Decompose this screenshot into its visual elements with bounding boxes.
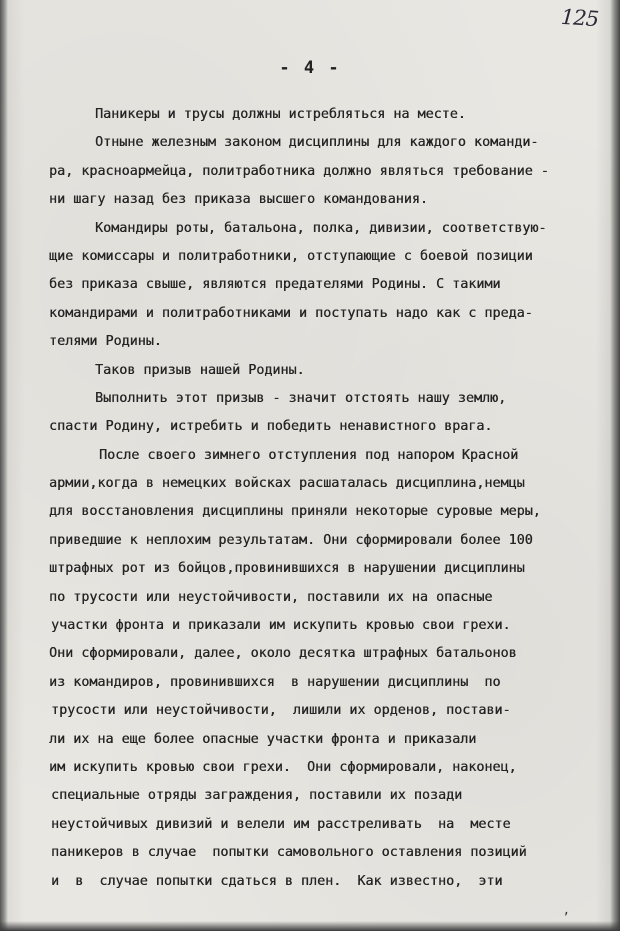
margin-mark: ,	[562, 903, 570, 917]
text-line: штрафных рот из бойцов,провинившихся в нарушении дисциплины	[49, 561, 525, 577]
text-line: ли их на еще более опасные участки фронта и приказали	[49, 731, 477, 747]
text-line: участки фронта и приказали им искупить кровью свои грехи.	[51, 618, 511, 634]
text-line: Командиры роты, батальона, полка, дивизии, соответствую-	[95, 220, 547, 236]
scan-edge-bottom	[0, 921, 620, 931]
text-line: приведшие к неплохим результатам. Они сформировали более 100	[49, 532, 533, 548]
text-line: Отныне железным законом дисциплины для каждого команди-	[95, 135, 539, 151]
typed-text-body	[0, 101, 620, 896]
text-line: ни шагу назад без приказа высшего командования.	[49, 192, 428, 208]
text-line: им искупить кровью свои грехи. Они сформировали, наконец,	[49, 759, 517, 775]
text-line: Выполнить этот призыв - значит отстоять нашу землю,	[95, 390, 507, 406]
text-line: паникеров в случае попытки самовольного оставления позиций	[51, 845, 527, 861]
text-line: из командиров, провинившихся в нарушении дисциплины по	[49, 674, 501, 690]
text-line: телями Родины.	[49, 334, 162, 350]
text-line: щие комиссары и политработники, отступающие с боевой позиции	[49, 248, 533, 264]
text-line: армии,когда в немецких войсках расшаталась дисциплина,немцы	[49, 476, 525, 492]
text-line: без приказа свыше, являются предателями Родины. С такими	[49, 277, 501, 293]
text-line: Они сформировали, далее, около десятка штрафных батальонов	[49, 646, 517, 662]
archive-sheet-number: 125	[560, 4, 599, 32]
text-line: и в случае попытки сдаться в плен. Как известно, эти	[51, 873, 503, 889]
text-line: специальные отряды заграждения, поставили их позади	[51, 788, 463, 804]
text-line: по трусости или неустойчивости, поставили их на опасные	[49, 589, 493, 605]
text-line: для восстановления дисциплины приняли некоторые суровые меры,	[49, 504, 541, 520]
text-line: Паникеры и трусы должны истребляться на месте.	[95, 107, 466, 122]
page-number: - 4 -	[279, 58, 341, 78]
text-line: ра, красноармейца, политработника должно являться требование -	[49, 163, 549, 179]
text-line: Таков призыв нашей Родины.	[95, 362, 305, 378]
text-line: трусости или неустойчивости, лишили их орденов, постави-	[51, 703, 511, 719]
text-line: неустойчивых дивизий и велели им расстреливать на месте	[51, 816, 511, 832]
text-line: командирами и политработниками и поступать надо как с преда-	[49, 305, 533, 321]
text-line: После своего зимнего отступления под напором Красной	[99, 447, 519, 463]
text-line: спасти Родину, истребить и победить ненавистного врага.	[49, 419, 493, 435]
